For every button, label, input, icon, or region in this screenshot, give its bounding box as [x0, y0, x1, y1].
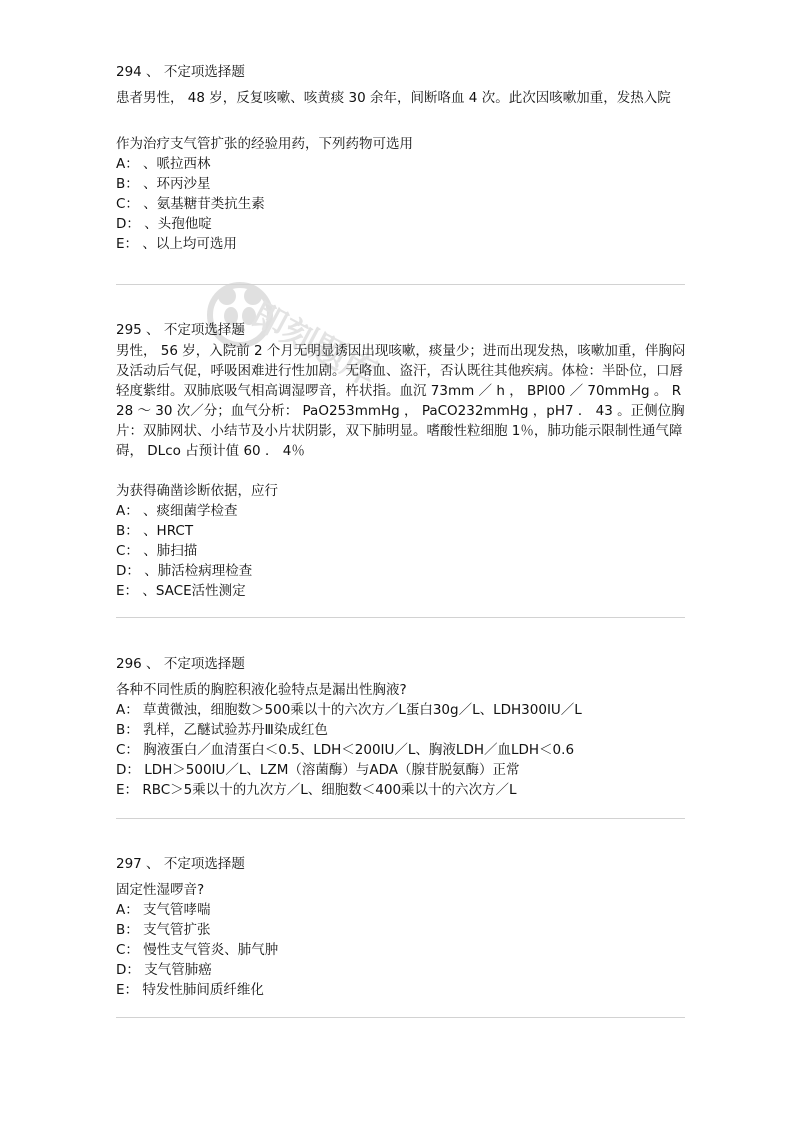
option-e[interactable]: [116, 234, 686, 254]
option-e[interactable]: [116, 980, 686, 1000]
option-text: 支气管扩张: [143, 922, 211, 938]
question-294: [116, 62, 686, 254]
option-letter: A：: [116, 902, 139, 918]
option-d[interactable]: [116, 561, 686, 581]
option-letter: A：: [116, 503, 139, 519]
question-296: [116, 654, 686, 800]
question-header: 294 、 不定项选择题: [116, 64, 245, 80]
option-letter: B：: [116, 176, 139, 192]
option-text: 、HRCT: [143, 523, 194, 539]
option-b[interactable]: [116, 720, 686, 740]
watermark-text: 即刻题库: [244, 295, 384, 395]
option-letter: B：: [116, 922, 139, 938]
option-letter: E：: [116, 236, 139, 252]
option-b[interactable]: [116, 920, 686, 940]
option-b[interactable]: [116, 174, 686, 194]
option-text: 、SACE活性测定: [142, 583, 246, 599]
question-295: [116, 320, 686, 601]
option-text: 草黄微浊，细胞数＞500乘以十的六次方／L蛋白30g／L、LDH300IU／L: [143, 702, 582, 718]
option-letter: D：: [116, 762, 140, 778]
option-text: 、氨基糖苷类抗生素: [143, 196, 265, 212]
option-text: 慢性支气管炎、肺气肿: [143, 942, 279, 958]
option-a[interactable]: [116, 900, 686, 920]
option-letter: A：: [116, 156, 139, 172]
option-c[interactable]: [116, 541, 686, 561]
option-letter: C：: [116, 742, 139, 758]
option-letter: B：: [116, 722, 139, 738]
divider: [116, 818, 685, 819]
option-list: [116, 501, 686, 601]
option-text: 胸液蛋白／血清蛋白＜0.5、LDH＜200IU／L、胸液LDH／血LDH＜0.6: [143, 742, 575, 758]
question-header: 297 、 不定项选择题: [116, 856, 245, 872]
option-letter: D：: [116, 962, 140, 978]
question-stem: 男性， 56 岁，入院前 2 个月无明显诱因出现咳嗽，痰量少；进而出现发热，咳嗽加重，伴胸闷及活动后气促，呼吸困难进行性加剧。无咯血、盗汗，否认既往其他疾病。体检：半卧位，口唇轻度紫绀。双肺底吸气相高调湿啰音，杵状指。血沉 73mm ／ h ， BPl00 ／ 70mmHg 。 R28 ～ 30 次／分；血气分析： PaO253mmHg ， PaCO232mmHg ，pH7 ． 43 。正侧位胸片：双肺网状、小结节及小片状阴影，双下肺明显。嗜酸性粒细胞 1％，肺功能示限制性通气障碍， DLco 占预计值 60 ． 4％: [116, 343, 686, 459]
option-list: [116, 154, 686, 254]
divider: [116, 617, 685, 618]
divider: [116, 284, 685, 285]
option-c[interactable]: [116, 740, 686, 760]
option-text: RBC＞5乘以十的九次方／L、细胞数＜400乘以十的六次方／L: [142, 782, 517, 798]
option-d[interactable]: [116, 760, 686, 780]
option-text: 、痰细菌学检查: [143, 503, 238, 519]
option-text: 、肺扫描: [143, 543, 198, 559]
option-a[interactable]: [116, 501, 686, 521]
option-text: LDH＞500IU／L、LZM（溶菌酶）与ADA（腺苷脱氨酶）正常: [144, 762, 520, 778]
option-letter: D：: [116, 563, 140, 579]
option-text: 、环丙沙星: [143, 176, 211, 192]
option-letter: E：: [116, 782, 139, 798]
option-letter: E：: [116, 583, 139, 599]
option-e[interactable]: [116, 581, 686, 601]
option-c[interactable]: [116, 940, 686, 960]
option-text: 、哌拉西林: [143, 156, 211, 172]
option-e[interactable]: [116, 780, 686, 800]
question-header: 295 、 不定项选择题: [116, 322, 245, 338]
option-a[interactable]: [116, 700, 686, 720]
question-stem: 患者男性， 48 岁，反复咳嗽、咳黄痰 30 余年，间断咯血 4 次。此次因咳嗽加重，发热入院: [116, 90, 671, 106]
option-list: [116, 900, 686, 1000]
option-text: 支气管哮喘: [143, 902, 211, 918]
option-text: 乳样，乙醚试验苏丹Ⅲ染成红色: [143, 722, 328, 738]
option-text: 特发性肺间质纤维化: [142, 982, 264, 998]
question-297: [116, 854, 686, 1000]
option-a[interactable]: [116, 154, 686, 174]
question-stem: 固定性湿啰音?: [116, 882, 205, 898]
option-d[interactable]: [116, 214, 686, 234]
option-letter: C：: [116, 196, 139, 212]
option-letter: C：: [116, 942, 139, 958]
option-b[interactable]: [116, 521, 686, 541]
option-text: 、肺活检病理检查: [144, 563, 253, 579]
question-prompt: 为获得确凿诊断依据，应行: [116, 483, 278, 499]
option-letter: D：: [116, 216, 140, 232]
option-text: 支气管肺癌: [144, 962, 212, 978]
option-letter: E：: [116, 982, 139, 998]
question-prompt: 作为治疗支气管扩张的经验用药，下列药物可选用: [116, 136, 413, 152]
option-text: 、头孢他啶: [144, 216, 212, 232]
option-c[interactable]: [116, 194, 686, 214]
option-list: [116, 700, 686, 800]
option-letter: A：: [116, 702, 139, 718]
question-header: 296 、 不定项选择题: [116, 656, 245, 672]
option-text: 、以上均可选用: [142, 236, 237, 252]
option-letter: C：: [116, 543, 139, 559]
option-d[interactable]: [116, 960, 686, 980]
option-letter: B：: [116, 523, 139, 539]
question-stem: 各种不同性质的胸腔积液化验特点是漏出性胸液?: [116, 682, 407, 698]
divider: [116, 1017, 685, 1018]
